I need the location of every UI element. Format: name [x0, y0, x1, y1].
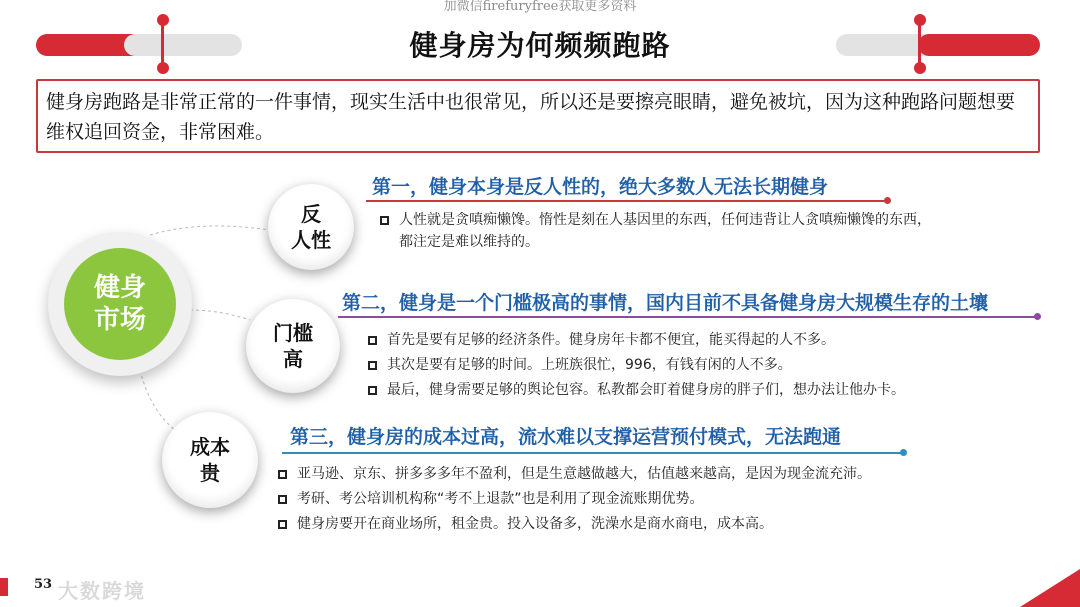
circle-high-threshold	[246, 299, 340, 393]
bullet-item	[368, 329, 1048, 351]
section-2-underline	[338, 316, 1036, 318]
market-circle	[64, 248, 176, 360]
bullet-item	[368, 354, 1048, 376]
circle-2-line1: 门槛	[273, 321, 313, 345]
checkbox-square-icon	[368, 336, 377, 345]
circle-1-line1: 反	[301, 202, 321, 226]
checkbox-square-icon	[380, 216, 389, 225]
market-label-line1: 健身	[93, 273, 146, 303]
bullet-text: 首先是要有足够的经济条件。健身房年卡都不便宜，能买得起的人不多。	[387, 332, 835, 348]
bullet-item	[278, 513, 1038, 535]
section-2-title: 第二，健身是一个门槛极高的事情，国内目前不具备健身房大规模生存的土壤	[342, 292, 989, 314]
market-label-line2: 市场	[93, 305, 146, 335]
checkbox-square-icon	[368, 386, 377, 395]
bullet-item	[380, 209, 1030, 231]
bullet-item	[278, 488, 1038, 510]
section-3-bullets	[278, 463, 1038, 535]
page-title: 健身房为何频频跑路	[409, 29, 671, 62]
section-3-title: 第三，健身房的成本过高，流水难以支撑运营预付模式，无法跑通	[290, 426, 842, 448]
footer-red-mark	[0, 578, 8, 596]
circle-3-line1: 成本	[190, 435, 230, 459]
intro-box	[36, 79, 1040, 153]
bullet-item	[278, 463, 1038, 485]
section-1-title: 第一，健身本身是反人性的，绝大多数人无法长期健身	[372, 176, 829, 198]
circle-2-line2: 高	[283, 347, 303, 371]
page-number: 53	[34, 577, 53, 592]
intro-text: 健身房跑路是非常正常的一件事情，现实生活中也很常见，所以还是要擦亮眼睛，避免被坑，因为这种跑路问题想要维权追回资金，非常困难。	[46, 91, 1016, 143]
checkbox-square-icon	[278, 495, 287, 504]
section-1-underline-dot	[884, 197, 891, 204]
section-1-underline	[366, 200, 886, 202]
bullet-text: 亚马逊、京东、拼多多多年不盈利，但是生意越做越大，估值越来越高，是因为现金流充沛。	[297, 466, 871, 482]
section-3-underline	[282, 452, 902, 454]
circle-3-line2: 贵	[200, 461, 220, 485]
bullet-item	[368, 379, 1048, 401]
corner-red-triangle	[1020, 569, 1080, 607]
bullet-text: 最后，健身需要足够的舆论包容。私教都会盯着健身房的胖子们，想办法让他办卡。	[387, 382, 905, 398]
watermark-text: 加微信firefuryfree获取更多资料	[443, 0, 637, 14]
bullet-text: 考研、考公培训机构称“考不上退款”也是利用了现金流账期优势。	[297, 491, 704, 507]
bullet-text: 健身房要开在商业场所，租金贵。投入设备多，洗澡水是商水商电，成本高。	[297, 516, 773, 532]
section-1-bullets	[380, 209, 1030, 253]
section-2-bullets	[368, 329, 1048, 401]
footer-logo-text: 大数跨境	[58, 579, 146, 603]
checkbox-square-icon	[368, 361, 377, 370]
checkbox-square-icon	[278, 520, 287, 529]
bullet-text: 人性就是贪嗔痴懒馋。惰性是刻在人基因里的东西，任何违背让人贪嗔痴懒馋的东西，	[399, 212, 931, 228]
section-3-underline-dot	[900, 449, 907, 456]
circle-1-line2: 人性	[291, 228, 331, 252]
bullet-text: 都注定是难以维持的。	[399, 234, 539, 250]
circle-high-cost	[162, 412, 258, 508]
checkbox-square-icon	[278, 470, 287, 479]
circle-anti-human	[268, 184, 354, 270]
bullet-text: 其次是要有足够的时间。上班族很忙，996，有钱有闲的人不多。	[387, 357, 792, 373]
bullet-item	[380, 231, 1030, 253]
section-2-underline-dot	[1034, 313, 1041, 320]
